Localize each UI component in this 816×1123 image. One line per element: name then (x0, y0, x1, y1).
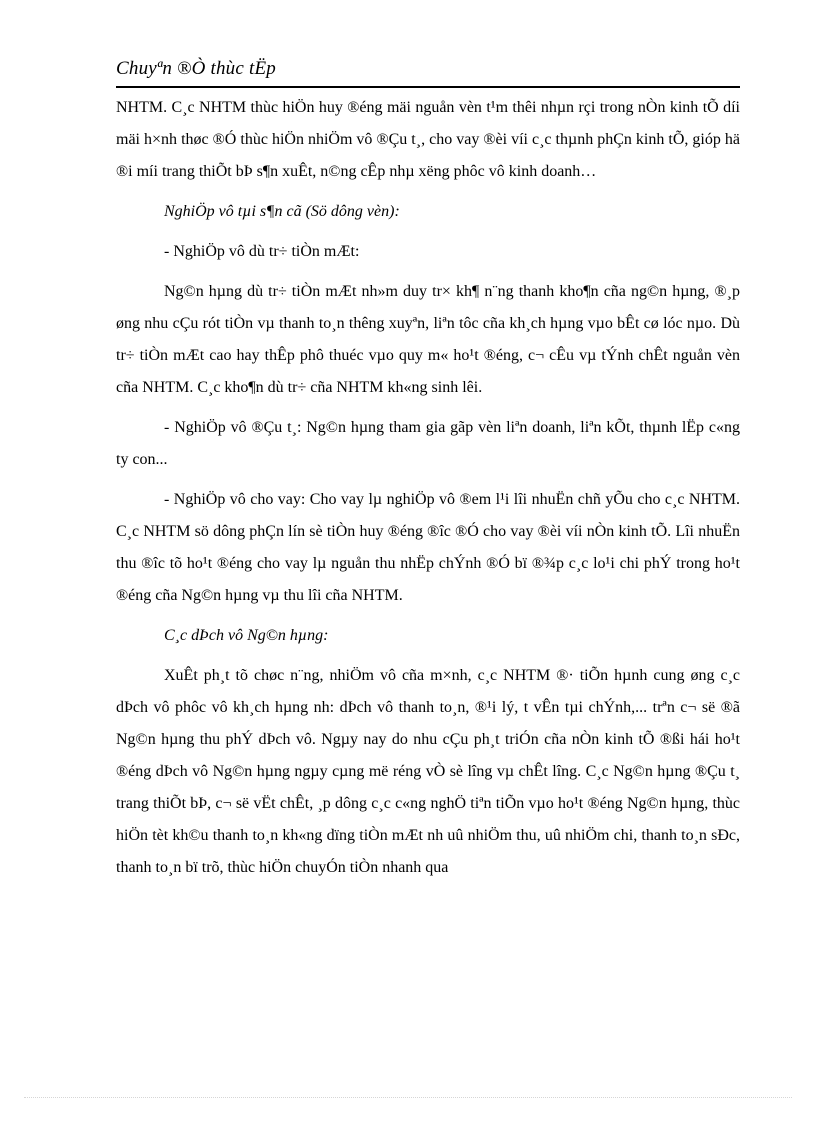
paragraph: Ng©n hµng dù tr÷ tiÒn mÆt nh»m duy tr× kh¶ n¨ng thanh kho¶n cña ng©n hµng, ®¸p øng nhu cÇu rót tiÒn vµ thanh to¸n thêng xuyªn, liªn tôc cña kh¸ch hµng vµo bÊt cø lóc nµo. Dù tr÷ tiÒn mÆt cao hay thÊp phô thuéc vµo quy m« ho¹t ®éng, c¬ cÊu vµ tÝnh chÊt nguån vèn cña NHTM. C¸c kho¶n dù tr÷ cña NHTM kh«ng sinh lêi. (116, 283, 740, 396)
section-heading: NghiÖp vô tµi s¶n cã (Sö dông vèn): (164, 203, 400, 220)
header-title: Chuyªn ®Ò thùc tËp (116, 58, 276, 79)
document-body (116, 92, 740, 884)
page-header (116, 56, 740, 88)
paragraph: XuÊt ph¸t tõ chøc n¨ng, nhiÖm vô cña m×nh, c¸c NHTM ®· tiÕn hµnh cung øng c¸c dÞch vô phôc vô kh¸ch hµng nh: dÞch vô thanh to¸n, ®¹i lý, t vÊn tµi chÝnh,... trªn c¬ së ®ã Ng©n hµng thu phÝ dÞch vô. Ngµy nay do nhu cÇu ph¸t triÓn cña nÒn kinh tÕ ®ßi hái ho¹t ®éng dÞch vô Ng©n hµng ngµy cµng më réng vÒ sè lîng vµ chÊt lîng. C¸c Ng©n hµng ®Çu t¸ trang thiÕt bÞ, c¬ së vËt chÊt, ¸p dông c¸c c«ng nghÖ tiªn tiÕn vµo ho¹t ®éng Ng©n hµng, thùc hiÖn tèt kh©u thanh to¸n kh«ng dïng tiÒn mÆt nh uû nhiÖm thu, uû nhiÖm chi, thanh to¸n sÐc, thanh to¸n bï trõ, thùc hiÖn chuyÓn tiÒn nhanh qua (116, 667, 740, 876)
section-heading: C¸c dÞch vô Ng©n hµng: (164, 627, 329, 644)
footer-rule (24, 1097, 792, 1098)
subsection-heading: - NghiÖp vô dù tr÷ tiÒn mÆt: (164, 243, 360, 260)
paragraph: - NghiÖp vô cho vay: Cho vay lµ nghiÖp vô ®em l¹i lîi nhuËn chñ yÕu cho c¸c NHTM. C¸c NHTM sö dông phÇn lín sè tiÒn huy ®éng ®îc ®Ó cho vay ®èi víi nÒn kinh tÕ. Lîi nhuËn thu ®îc tõ ho¹t ®éng cho vay lµ nguån thu nhËp chÝnh ®Ó bï ®¾p c¸c lo¹i chi phÝ trong ho¹t ®éng cña Ng©n hµng vµ thu lîi cña NHTM. (116, 491, 740, 604)
paragraph: - NghiÖp vô ®Çu t¸: Ng©n hµng tham gia gãp vèn liªn doanh, liªn kÕt, thµnh lËp c«ng ty con... (116, 419, 740, 468)
paragraph: NHTM. C¸c NHTM thùc hiÖn huy ®éng mäi nguån vèn t¹m thêi nhµn rçi trong nÒn kinh tÕ díi mäi h×nh thøc ®Ó thùc hiÖn nhiÖm vô ®Çu t¸, cho vay ®èi víi c¸c thµnh phÇn kinh tÕ, gióp hä ®i míi trang thiÕt bÞ s¶n xuÊt, n©ng cÊp nhµ xëng phôc vô kinh doanh… (116, 99, 740, 180)
